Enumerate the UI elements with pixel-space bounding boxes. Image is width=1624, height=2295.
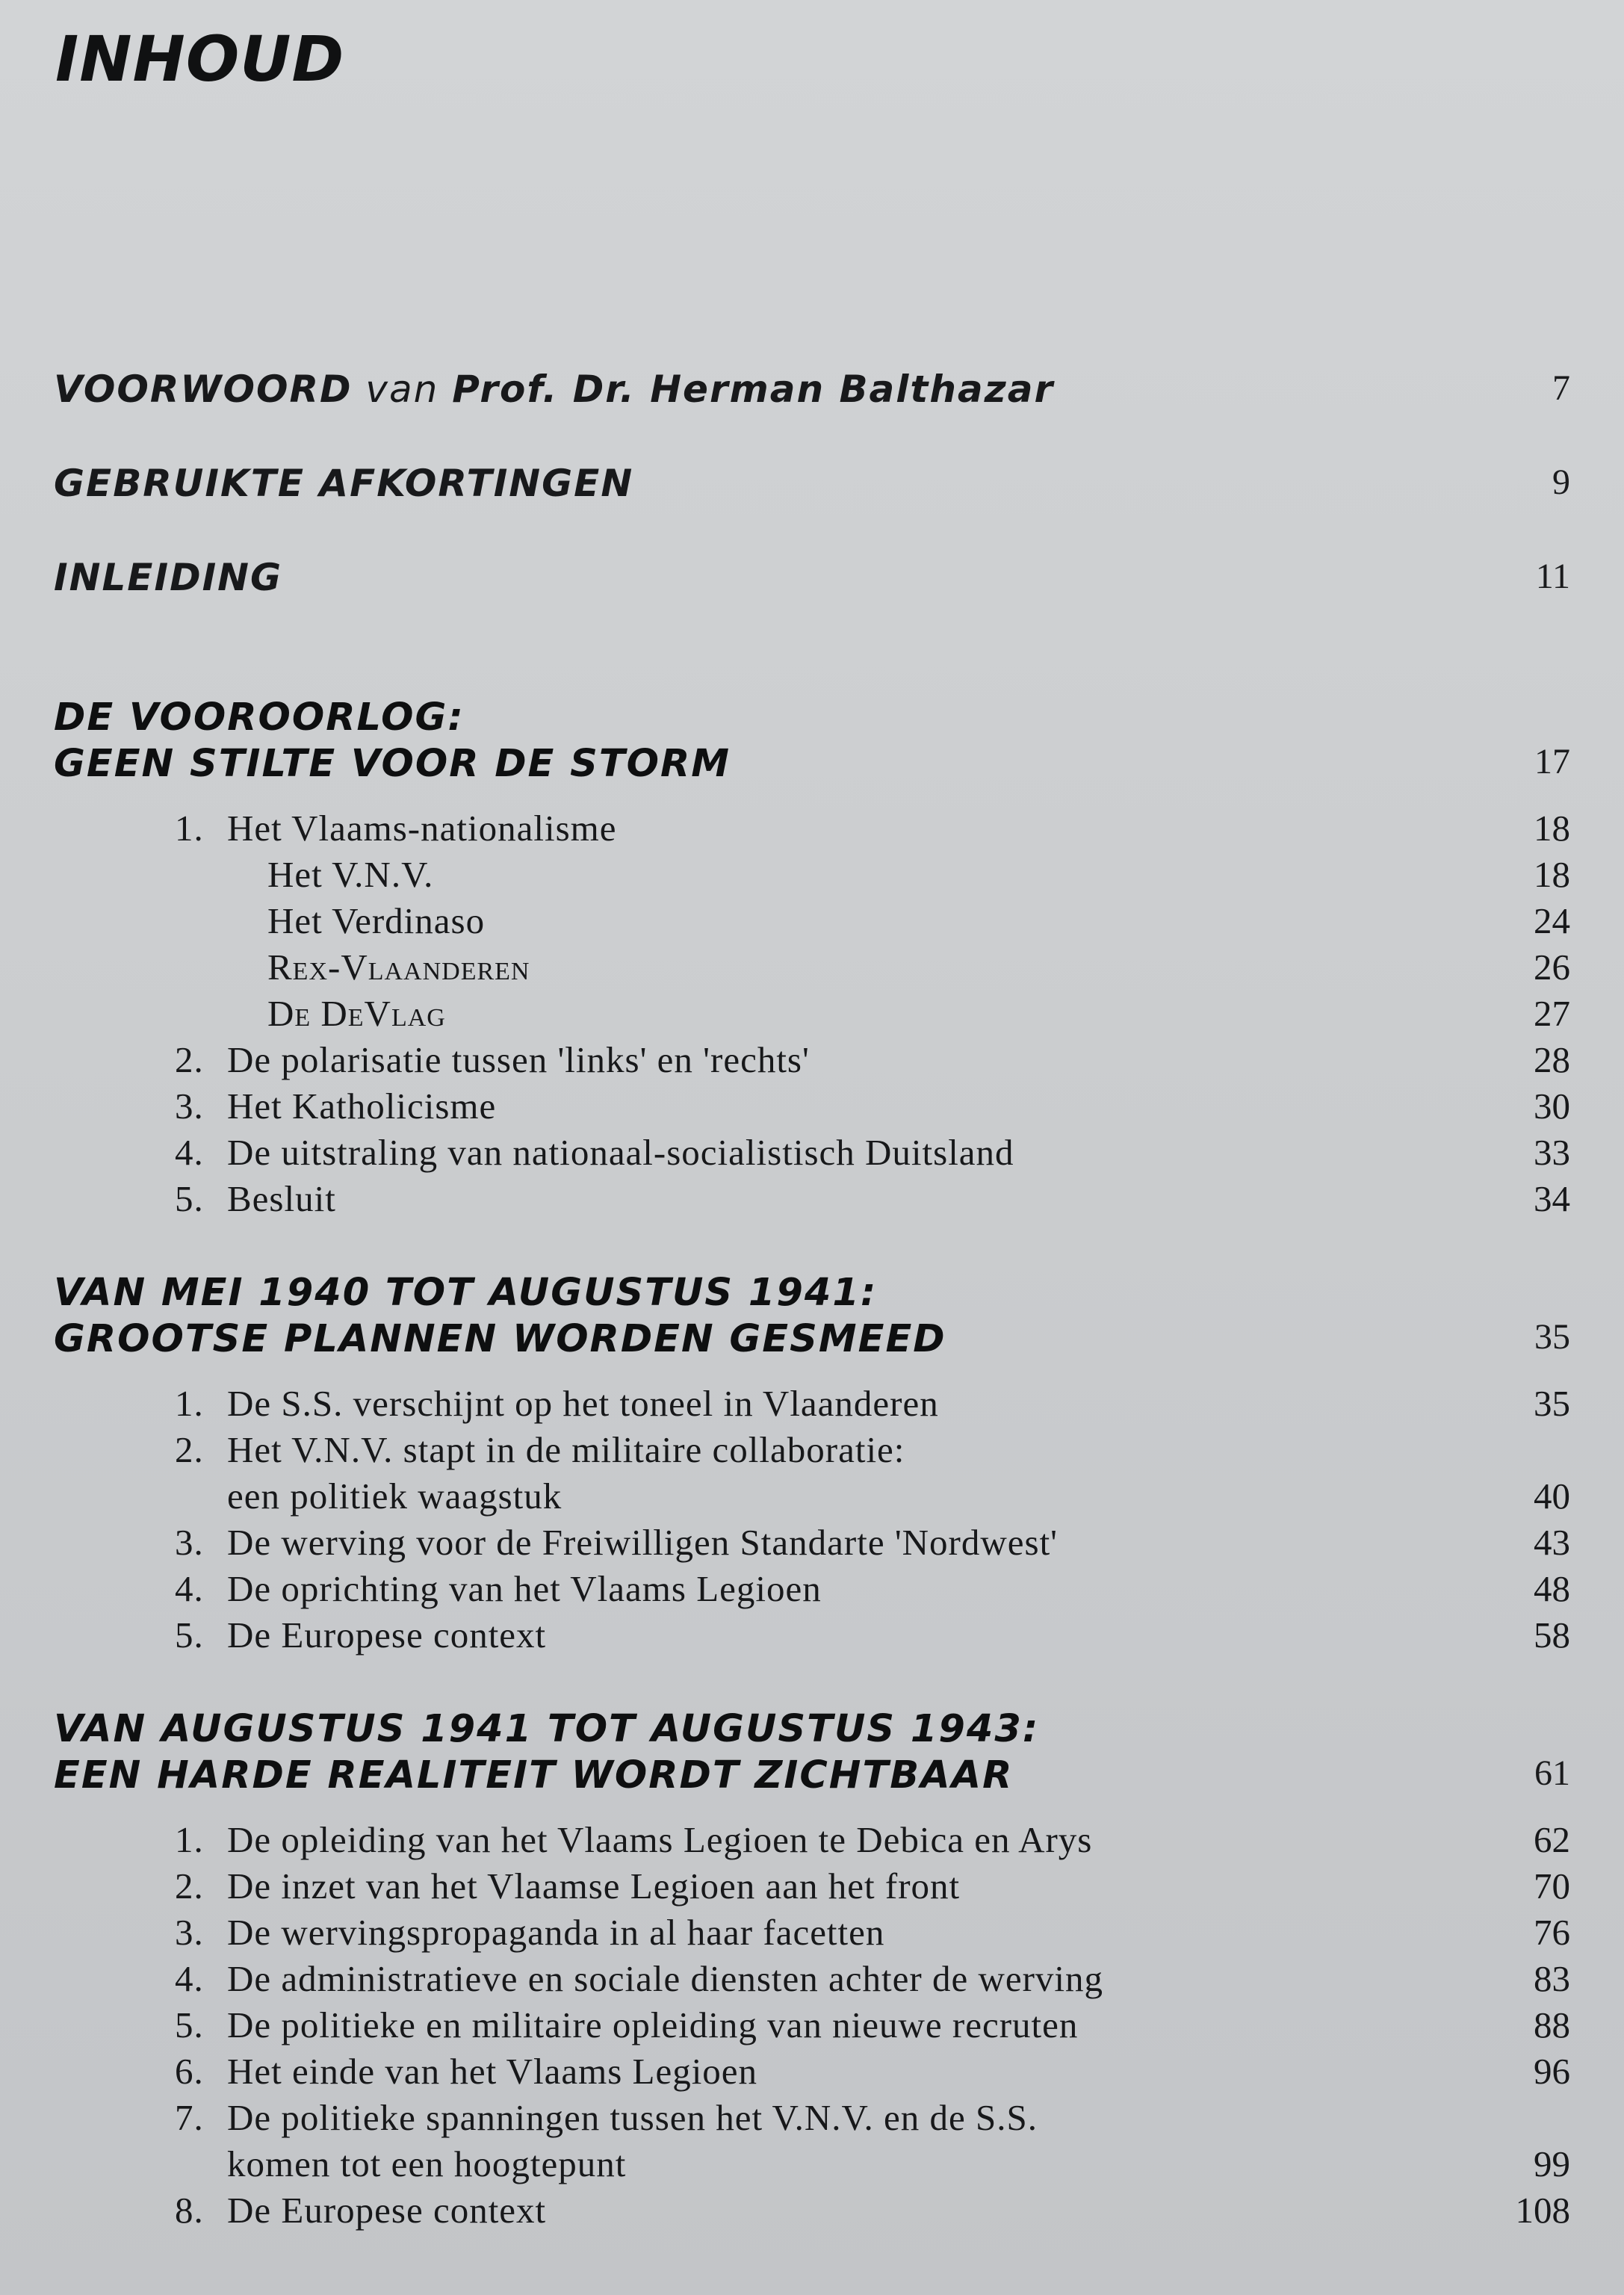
entry-label: De polarisatie tussen 'links' en 'rechts' [227, 1039, 810, 1080]
entry-page: 18 [1534, 808, 1570, 849]
entry-label: De wervingspropaganda in al haar facetten [227, 1912, 885, 1953]
entry-label: De uitstraling van nationaal-socialistisch Duitsland [227, 1132, 1014, 1173]
toc-subentry [54, 852, 1570, 898]
entry-number: 7. [175, 2097, 204, 2138]
toc-entry [54, 1083, 1570, 1130]
toc-entry [54, 2095, 1570, 2141]
front-title-label: VOORWOORD [54, 368, 353, 411]
page-title: INHOUD [55, 22, 345, 96]
toc-front-voorwoord [54, 368, 1570, 427]
toc-entry-continuation [54, 2141, 1570, 2187]
entry-page: 43 [1534, 1522, 1570, 1563]
entry-label: komen tot een hoogtepunt [227, 2143, 627, 2184]
front-title-author: Prof. Dr. Herman Balthazar [452, 368, 1055, 411]
entry-number: 1. [175, 1383, 204, 1424]
entry-number: 5. [175, 1178, 204, 1219]
entry-label: De inzet van het Vlaamse Legioen aan het front [227, 1865, 961, 1907]
entry-page: 24 [1534, 900, 1570, 941]
entry-label: De Europese context [227, 1614, 547, 1656]
entry-number: 1. [175, 808, 204, 849]
entry-number: 2. [175, 1429, 204, 1470]
toc-entry [54, 2002, 1570, 2048]
toc-subentry [54, 898, 1570, 944]
toc-entry [54, 1910, 1570, 1956]
toc-entry [54, 1863, 1570, 1910]
entry-label: een politiek waagstuk [227, 1475, 562, 1517]
toc-entry [54, 805, 1570, 852]
toc-entry [54, 1381, 1570, 1427]
entry-label: De oprichting van het Vlaams Legioen [227, 1568, 822, 1609]
entry-label: De werving voor de Freiwilligen Standarte 'Nordwest' [227, 1522, 1059, 1563]
toc-front-inleiding [54, 556, 1570, 616]
toc-entry [54, 1037, 1570, 1083]
entry-number: 8. [175, 2190, 204, 2231]
chapter-title-line1: DE VOOROORLOG: [54, 696, 465, 740]
entry-page: 18 [1534, 854, 1570, 895]
chapter-title-line2: GEEN STILTE VOOR DE STORM [54, 742, 731, 786]
chapter-title-line1: VAN AUGUSTUS 1941 TOT AUGUSTUS 1943: [54, 1707, 1040, 1751]
chapter-page-number: 17 [1534, 742, 1570, 781]
entry-page: 28 [1534, 1039, 1570, 1080]
chapter-entries [54, 805, 1570, 1222]
chapter-title-line2: EEN HARDE REALITEIT WORDT ZICHTBAAR [54, 1753, 1014, 1797]
page-number: 11 [1535, 557, 1570, 596]
entry-page: 62 [1534, 1819, 1570, 1860]
entry-page: 27 [1534, 993, 1570, 1034]
entry-page: 34 [1534, 1178, 1570, 1219]
entry-number: 3. [175, 1085, 204, 1127]
entry-label: Het V.N.V. [267, 854, 434, 895]
entry-number: 1. [175, 1819, 204, 1860]
entry-label: De DeVlag [267, 993, 446, 1034]
entry-page: 70 [1534, 1865, 1570, 1907]
entry-label: Het Katholicisme [227, 1085, 497, 1127]
toc-entry [54, 2187, 1570, 2234]
page-number: 9 [1552, 462, 1570, 502]
toc-entry [54, 1566, 1570, 1612]
entry-label: Het V.N.V. stapt in de militaire collaboratie: [227, 1429, 905, 1470]
entry-page: 26 [1534, 947, 1570, 988]
entry-label: De politieke en militaire opleiding van nieuwe recruten [227, 2004, 1079, 2045]
entry-label: De politieke spanningen tussen het V.N.V. en de S.S. [227, 2097, 1038, 2138]
toc-entry [54, 1612, 1570, 1658]
toc-entry [54, 1427, 1570, 1473]
entry-number: 2. [175, 1039, 204, 1080]
entry-label: Rex-Vlaanderen [267, 947, 530, 988]
entry-label: Het einde van het Vlaams Legioen [227, 2051, 758, 2092]
entry-page: 99 [1534, 2143, 1570, 2184]
front-title-connector: van [352, 368, 453, 411]
entry-label: De opleiding van het Vlaams Legioen te Debica en Arys [227, 1819, 1093, 1860]
toc-entry-continuation [54, 1473, 1570, 1520]
front-title-label: INLEIDING [54, 556, 283, 599]
entry-label: De Europese context [227, 2190, 547, 2231]
entry-label: Het Vlaams-nationalisme [227, 808, 617, 849]
toc-entry [54, 1130, 1570, 1176]
front-title [54, 556, 282, 599]
entry-page: 108 [1515, 2190, 1570, 2231]
entry-page: 83 [1534, 1958, 1570, 1999]
toc-entry [54, 1520, 1570, 1566]
entry-label: Besluit [227, 1178, 336, 1219]
toc-entry [54, 1176, 1570, 1222]
entry-number: 5. [175, 1614, 204, 1656]
entry-page: 58 [1534, 1614, 1570, 1656]
entry-label: De S.S. verschijnt op het toneel in Vlaanderen [227, 1383, 939, 1424]
entry-page: 35 [1534, 1383, 1570, 1424]
entry-label: De administratieve en sociale diensten achter de werving [227, 1958, 1104, 1999]
toc-chapter-2 [54, 1270, 1570, 1656]
chapter-entries [54, 1381, 1570, 1658]
entry-page: 96 [1534, 2051, 1570, 2092]
entry-page: 76 [1534, 1912, 1570, 1953]
entry-page: 40 [1534, 1475, 1570, 1517]
entry-number: 4. [175, 1958, 204, 1999]
entry-number: 3. [175, 1912, 204, 1953]
entry-number: 6. [175, 2051, 204, 2092]
page-number: 7 [1552, 368, 1570, 408]
entry-number: 5. [175, 2004, 204, 2045]
entry-page: 48 [1534, 1568, 1570, 1609]
toc-subentry [54, 944, 1570, 991]
toc-subentry [54, 991, 1570, 1037]
front-title [54, 462, 633, 505]
chapter-title-line1: VAN MEI 1940 TOT AUGUSTUS 1941: [54, 1271, 878, 1315]
chapter-entries [54, 1817, 1570, 2234]
entry-number: 3. [175, 1522, 204, 1563]
chapter-title-line2: GROOTSE PLANNEN WORDEN GESMEED [54, 1317, 946, 1361]
entry-page: 33 [1534, 1132, 1570, 1173]
chapter-page-number: 35 [1534, 1317, 1570, 1357]
toc-entry [54, 2048, 1570, 2095]
entry-page: 88 [1534, 2004, 1570, 2045]
toc-entry [54, 1956, 1570, 2002]
toc-chapter-3 [54, 1706, 1570, 2231]
entry-number: 2. [175, 1865, 204, 1907]
entry-number: 4. [175, 1132, 204, 1173]
toc-chapter-1 [54, 695, 1570, 1219]
toc-front-afkortingen [54, 462, 1570, 521]
chapter-page-number: 61 [1534, 1753, 1570, 1793]
front-title-label: GEBRUIKTE AFKORTINGEN [54, 462, 634, 505]
entry-number: 4. [175, 1568, 204, 1609]
toc-entry [54, 1817, 1570, 1863]
front-title [54, 368, 1054, 411]
entry-label: Het Verdinaso [267, 900, 486, 941]
entry-page: 30 [1534, 1085, 1570, 1127]
